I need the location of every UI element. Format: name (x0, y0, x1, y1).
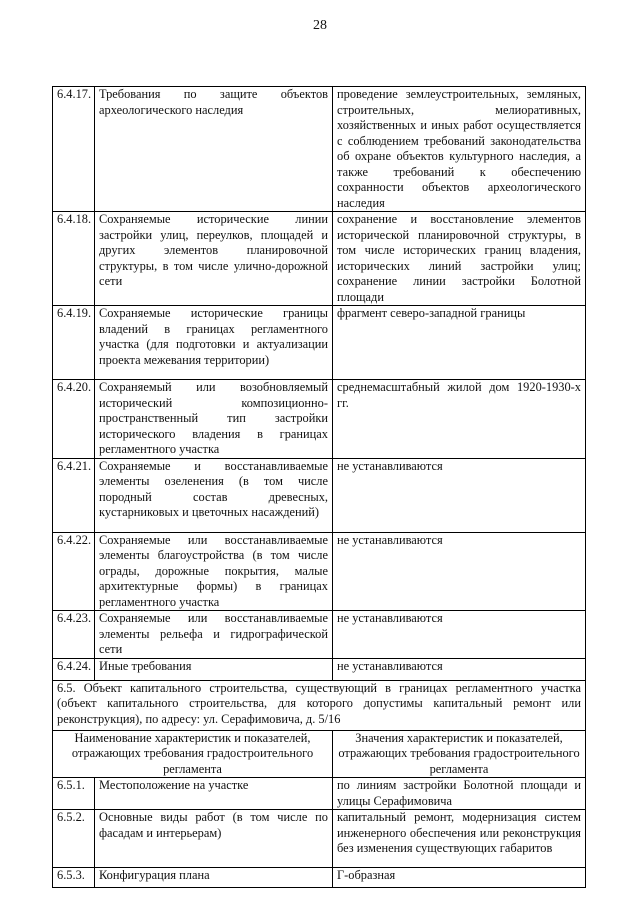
row-number: 6.4.24. (53, 658, 95, 680)
table-header-row (53, 730, 586, 778)
table-row (53, 778, 586, 810)
table-row (53, 212, 586, 306)
characteristic-value: среднемасштабный жилой дом 1920-1930-х гг. (333, 380, 586, 459)
section-title-row (53, 680, 586, 730)
page-number: 28 (313, 18, 327, 33)
row-number: 6.5.3. (53, 868, 95, 888)
characteristic-name: Сохраняемые исторические границы владений в границах регламентного участка (для подготовки и актуализации проекта межевания территории) (95, 306, 333, 380)
table-row (53, 532, 586, 611)
characteristic-value: по линиям застройки Болотной площади и улицы Серафимовича (333, 778, 586, 810)
characteristic-value: не устанавливаются (333, 658, 586, 680)
characteristic-name: Сохраняемые или восстанавливаемые элементы благоустройства (в том числе ограды, дорожные покрытия, малые архитектурные формы) в границах регламентного участка (95, 532, 333, 611)
row-number: 6.4.18. (53, 212, 95, 306)
table-row (53, 868, 586, 888)
characteristic-name: Сохраняемые или восстанавливаемые элементы рельефа и гидрографической сети (95, 611, 333, 659)
table-row (53, 458, 586, 532)
characteristic-value: не устанавливаются (333, 611, 586, 659)
characteristic-name: Сохраняемый или возобновляемый исторический композиционно-пространственный тип застройки исторического владения в границах регламентного участка (95, 380, 333, 459)
table-row (53, 611, 586, 659)
row-number: 6.5.2. (53, 810, 95, 868)
table-row (53, 87, 586, 212)
row-number: 6.4.17. (53, 87, 95, 212)
row-number: 6.4.20. (53, 380, 95, 459)
characteristic-value: капитальный ремонт, модернизация систем инженерного обеспечения или реконструкция без изменения существующих габаритов (333, 810, 586, 868)
row-number: 6.5.1. (53, 778, 95, 810)
characteristic-name: Иные требования (95, 658, 333, 680)
characteristic-value: Г-образная (333, 868, 586, 888)
column-header-characteristics: Наименование характеристик и показателей, отражающих требования градостроительного регламента (53, 730, 333, 778)
characteristic-name: Конфигурация плана (95, 868, 333, 888)
column-header-values: Значения характеристик и показателей, отражающих требования градостроительного регламента (333, 730, 586, 778)
characteristic-name: Требования по защите объектов археологического наследия (95, 87, 333, 212)
characteristic-value: не устанавливаются (333, 532, 586, 611)
characteristic-name: Местоположение на участке (95, 778, 333, 810)
regulation-table (52, 86, 586, 888)
table-row (53, 380, 586, 459)
row-number: 6.4.23. (53, 611, 95, 659)
row-number: 6.4.22. (53, 532, 95, 611)
table-row (53, 810, 586, 868)
characteristic-name: Сохраняемые исторические линии застройки улиц, переулков, площадей и других элементов планировочной структуры, в том числе улично-дорожной сети (95, 212, 333, 306)
section-title: 6.5. Объект капитального строительства, существующий в границах регламентного участка (объект капитального строительства, для которого допустимы капитальный ремонт или реконструкция), по адресу: ул. Серафимовича, д. 5/16 (53, 680, 586, 730)
row-number: 6.4.21. (53, 458, 95, 532)
characteristic-value: фрагмент северо-западной границы (333, 306, 586, 380)
characteristic-name: Основные виды работ (в том числе по фасадам и интерьерам) (95, 810, 333, 868)
table-row (53, 306, 586, 380)
characteristic-value: проведение землеустроительных, земляных, строительных, мелиоративных, хозяйственных и иных работ осуществляется с соблюдением требований законодательства об охране объектов культурного наследия, а также требований к обеспечению сохранности объектов археологического наследия (333, 87, 586, 212)
characteristic-value: не устанавливаются (333, 458, 586, 532)
characteristic-name: Сохраняемые и восстанавливаемые элементы озеленения (в том числе породный состав древесных, кустарниковых и цветочных насаждений) (95, 458, 333, 532)
characteristic-value: сохранение и восстановление элементов исторической планировочной структуры, в том числе исторических границ владения, исторических линий застройки улиц; сохранение линии застройки Болотной площади (333, 212, 586, 306)
table-row (53, 658, 586, 680)
row-number: 6.4.19. (53, 306, 95, 380)
